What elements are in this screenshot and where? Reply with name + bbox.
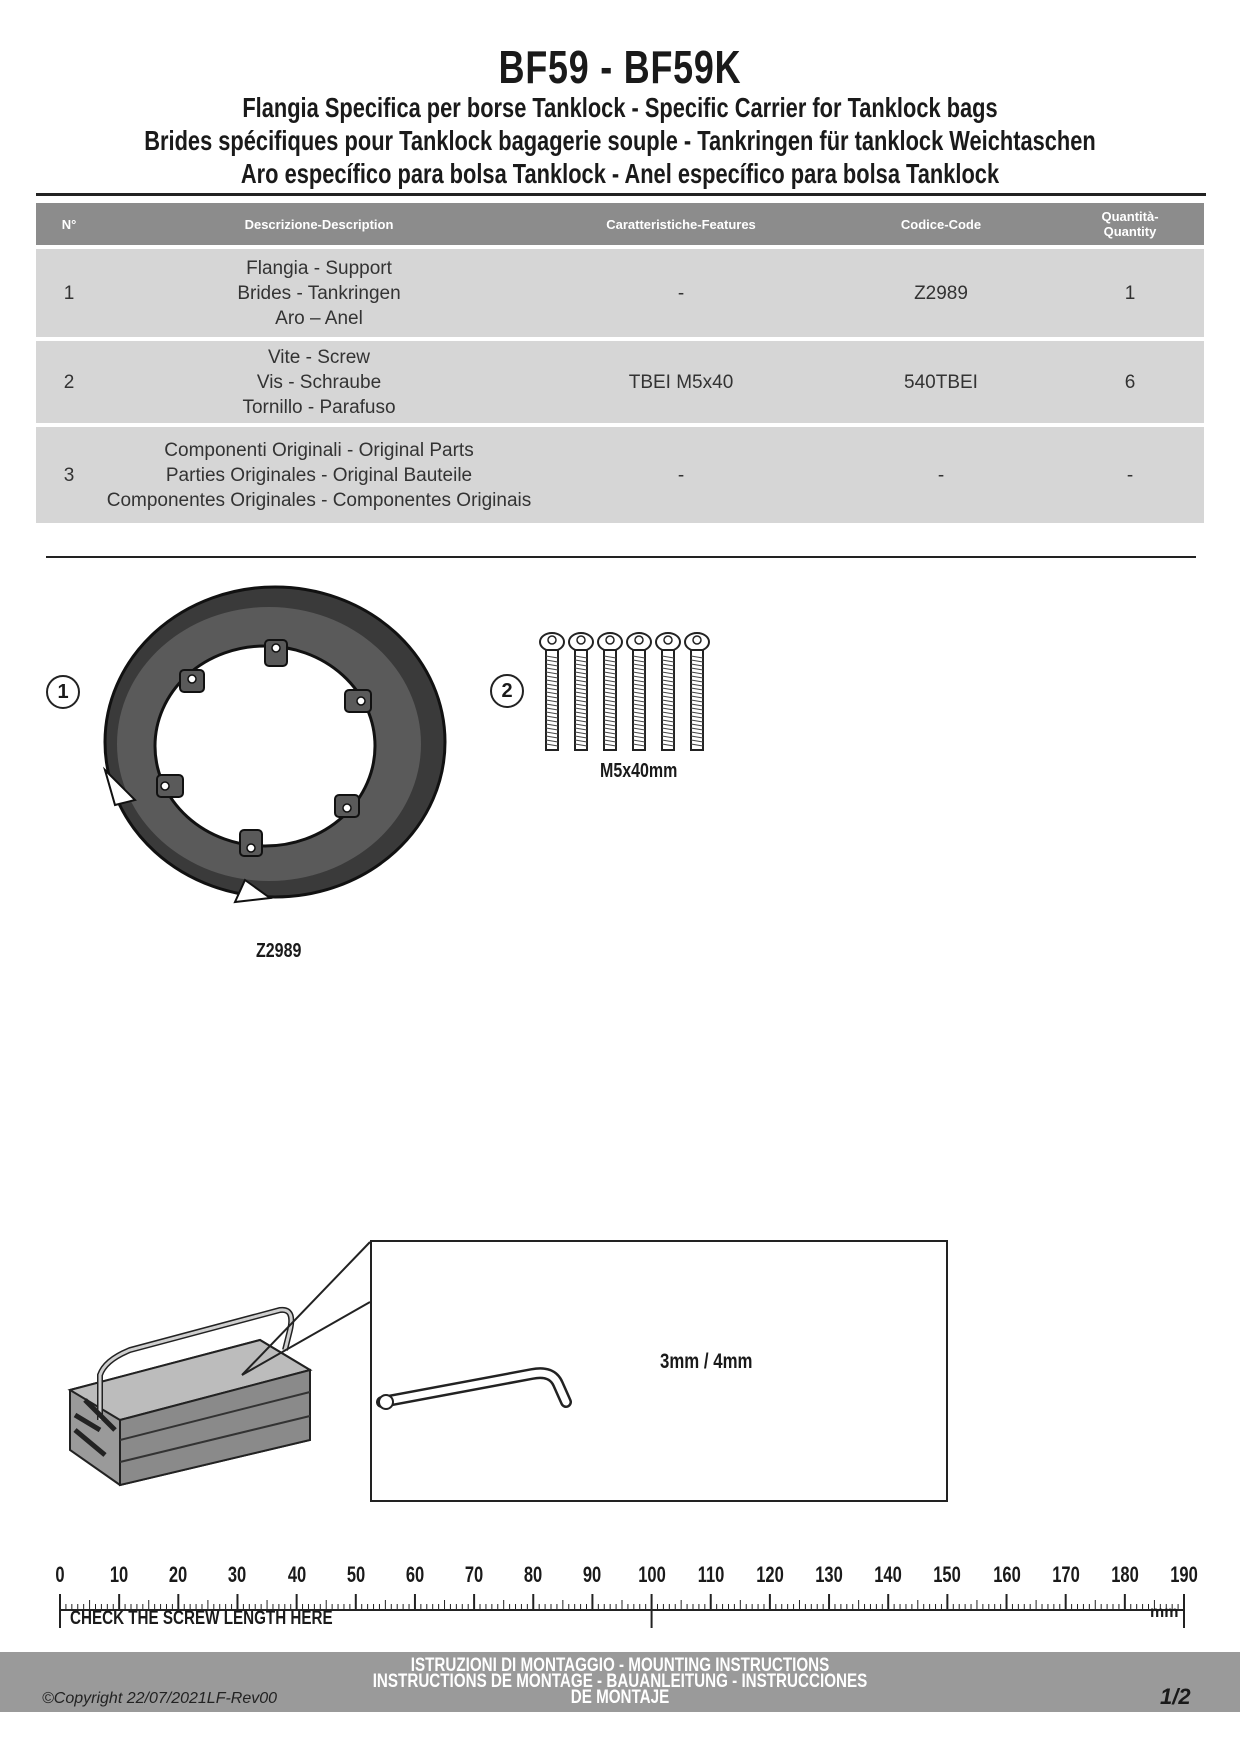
cell-features: - xyxy=(536,427,826,523)
part-1-callout: 1 xyxy=(46,675,80,709)
screw-icon xyxy=(627,633,651,750)
subtitle-line-2: Brides spécifiques pour Tanklock bagagerie souple - Tankringen für tanklock Weichtaschen xyxy=(144,125,1096,156)
document-title: BF59 - BF59K xyxy=(498,41,742,93)
cell-quantity: - xyxy=(1056,427,1204,523)
cell-code: Z2989 xyxy=(826,249,1056,337)
cell-description xyxy=(102,341,536,423)
ruler-label: 130 xyxy=(815,1562,843,1587)
zoom-leader-lines xyxy=(240,1240,375,1380)
section-divider xyxy=(46,556,1196,558)
screw-icon xyxy=(540,633,564,750)
header-description: Descrizione-Description xyxy=(102,203,536,245)
ruler-label: 140 xyxy=(874,1562,902,1587)
ruler-label: 10 xyxy=(109,1562,129,1587)
table-header-row xyxy=(36,203,1204,245)
footer-line-2: INSTRUCTIONS DE MONTAGE - BAUANLEITUNG - INSTRUCCIONES xyxy=(372,1671,868,1692)
ruler-label: 50 xyxy=(346,1562,365,1587)
ruler-label: 20 xyxy=(169,1562,188,1587)
ruler-label: 180 xyxy=(1111,1562,1139,1587)
description-line: Flangia - Support xyxy=(246,257,392,279)
tool-size-label: 3mm / 4mm xyxy=(660,1350,753,1373)
ruler-label: 160 xyxy=(992,1562,1021,1587)
description-line: Componentes Originales - Componentes Originais xyxy=(106,489,532,511)
header-quantity xyxy=(1056,203,1204,245)
footer-line-3: DE MONTAJE xyxy=(570,1687,670,1708)
cell-quantity: 6 xyxy=(1056,341,1204,423)
part-1-code-label: Z2989 xyxy=(256,940,302,962)
cell-features: TBEI M5x40 xyxy=(536,341,826,423)
ruler-label: 100 xyxy=(637,1562,666,1587)
subtitle-line-1: Flangia Specifica per borse Tanklock - Specific Carrier for Tanklock bags xyxy=(242,92,998,123)
table-row xyxy=(36,341,1204,423)
part-2-size-label: M5x40mm xyxy=(600,760,678,782)
parts-table xyxy=(36,199,1204,527)
cell-num: 1 xyxy=(36,249,102,337)
ruler-label: 60 xyxy=(405,1562,425,1587)
cell-num: 2 xyxy=(36,341,102,423)
ruler-label: 110 xyxy=(697,1562,725,1587)
ruler-label: 120 xyxy=(756,1562,784,1587)
ruler-label: 170 xyxy=(1051,1562,1080,1587)
ruler-label: 150 xyxy=(933,1562,962,1587)
screw-icon xyxy=(569,633,593,750)
description-line: Vis - Schraube xyxy=(256,371,382,393)
header-quantity-line-1: Quantità- xyxy=(1101,209,1159,224)
cell-code: 540TBEI xyxy=(826,341,1056,423)
part-2-callout: 2 xyxy=(490,674,524,708)
subtitle-line-3: Aro específico para bolsa Tanklock - Anel específico para bolsa Tanklock xyxy=(240,158,1000,189)
ruler-label: 40 xyxy=(287,1562,306,1587)
description-line: Tornillo - Parafuso xyxy=(242,396,396,418)
header-num: N° xyxy=(36,203,102,245)
ruler-label: 0 xyxy=(55,1562,65,1587)
header-code: Codice-Code xyxy=(826,203,1056,245)
table-row xyxy=(36,249,1204,337)
cell-description xyxy=(102,427,536,523)
description-line: Vite - Screw xyxy=(267,346,371,368)
table-row xyxy=(36,427,1204,523)
header-quantity-line-2: Quantity xyxy=(1103,224,1157,239)
footer-line-1: ISTRUZIONI DI MONTAGGIO - MOUNTING INSTRUCTIONS xyxy=(410,1655,830,1676)
description-line: Componenti Originali - Original Parts xyxy=(164,439,474,461)
screw-icon xyxy=(598,633,622,750)
cell-quantity: 1 xyxy=(1056,249,1204,337)
ruler-unit: mm xyxy=(1150,1604,1179,1621)
screw-icon xyxy=(656,633,680,750)
screws-illustration xyxy=(538,628,738,754)
page-number: 1/2 xyxy=(1160,1684,1191,1709)
header-features: Caratteristiche-Features xyxy=(536,203,826,245)
ruler-label: 190 xyxy=(1170,1562,1198,1587)
flange-ring-illustration xyxy=(95,580,455,910)
ruler-label: 90 xyxy=(583,1562,602,1587)
header-divider xyxy=(36,193,1206,196)
ruler-note: CHECK THE SCREW LENGTH HERE xyxy=(70,1608,333,1629)
description-line: Parties Originales - Original Bauteile xyxy=(165,464,473,486)
cell-features: - xyxy=(536,249,826,337)
description-line: Brides - Tankringen xyxy=(237,282,401,304)
hex-key-icon xyxy=(374,1340,594,1420)
ruler-label: 80 xyxy=(524,1562,543,1587)
copyright-text: ©Copyright 22/07/2021LF-Rev00 xyxy=(42,1690,278,1707)
ruler-label: 70 xyxy=(464,1562,484,1587)
description-line: Aro – Anel xyxy=(275,307,363,329)
ruler-label: 30 xyxy=(228,1562,247,1587)
screw-icon xyxy=(685,633,709,750)
cell-description xyxy=(102,249,536,337)
cell-num: 3 xyxy=(36,427,102,523)
cell-code: - xyxy=(826,427,1056,523)
